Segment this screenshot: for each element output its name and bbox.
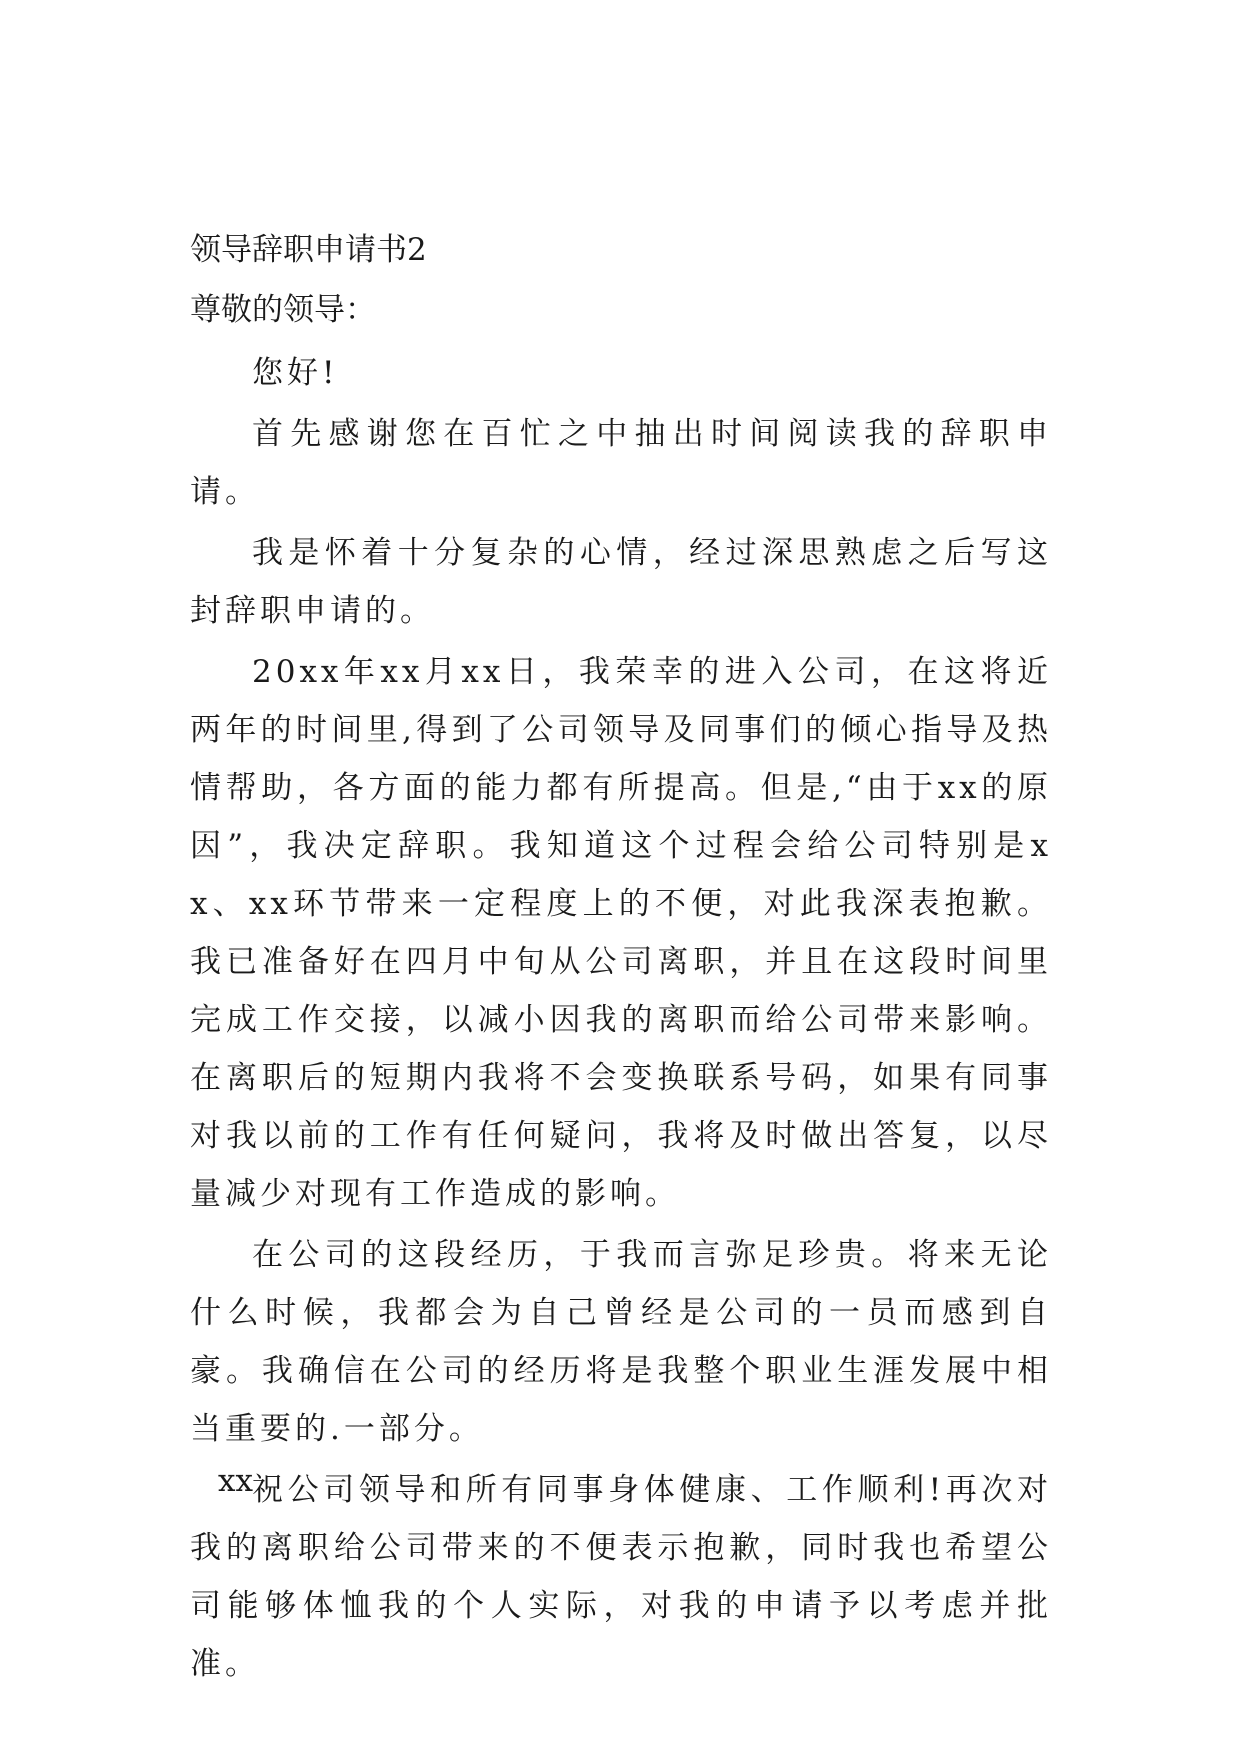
paragraph-reason: 20xx年xx月xx日，我荣幸的进入公司，在这将近两年的时间里,得到了公司领导及同事们的倾心指导及热情帮助，各方面的能力都有所提高。但是,“由于xx的原因”，我决定辞职。我知道这个过程会给公司特别是xx、xx环节带来一定程度上的不便，对此我深表抱歉。我已准备好在四月中旬从公司离职，并且在这段时间里完成工作交接，以减小因我的离职而给公司带来影响。在离职后的短期内我将不会变换联系号码，如果有同事对我以前的工作有任何疑问，我将及时做出答复，以尽量减少对现有工作造成的影响。 [190,654,1052,1212]
signature: xx [218,1463,253,1499]
salutation: 尊敬的领导： [190,292,376,328]
paragraph-thanks: 首先感谢您在百忙之中抽出时间阅读我的辞职申请。 [190,416,1052,510]
document-title: 领导辞职申请书2 [190,232,427,268]
paragraph-closing: 祝公司领导和所有同事身体健康、工作顺利!再次对我的离职给公司带来的不便表示抱歉，同时我也希望公司能够体恤我的个人实际，对我的申请予以考虑并批准。 [190,1472,1052,1682]
document-body [190,220,1052,1696]
paragraph-feelings: 我是怀着十分复杂的心情，经过深思熟虑之后写这封辞职申请的。 [190,535,1052,629]
greeting: 您好! [252,355,339,391]
paragraph-experience: 在公司的这段经历，于我而言弥足珍贵。将来无论什么时候，我都会为自己曾经是公司的一员而感到自豪。我确信在公司的经历将是我整个职业生涯发展中相当重要的.一部分。 [190,1237,1052,1447]
